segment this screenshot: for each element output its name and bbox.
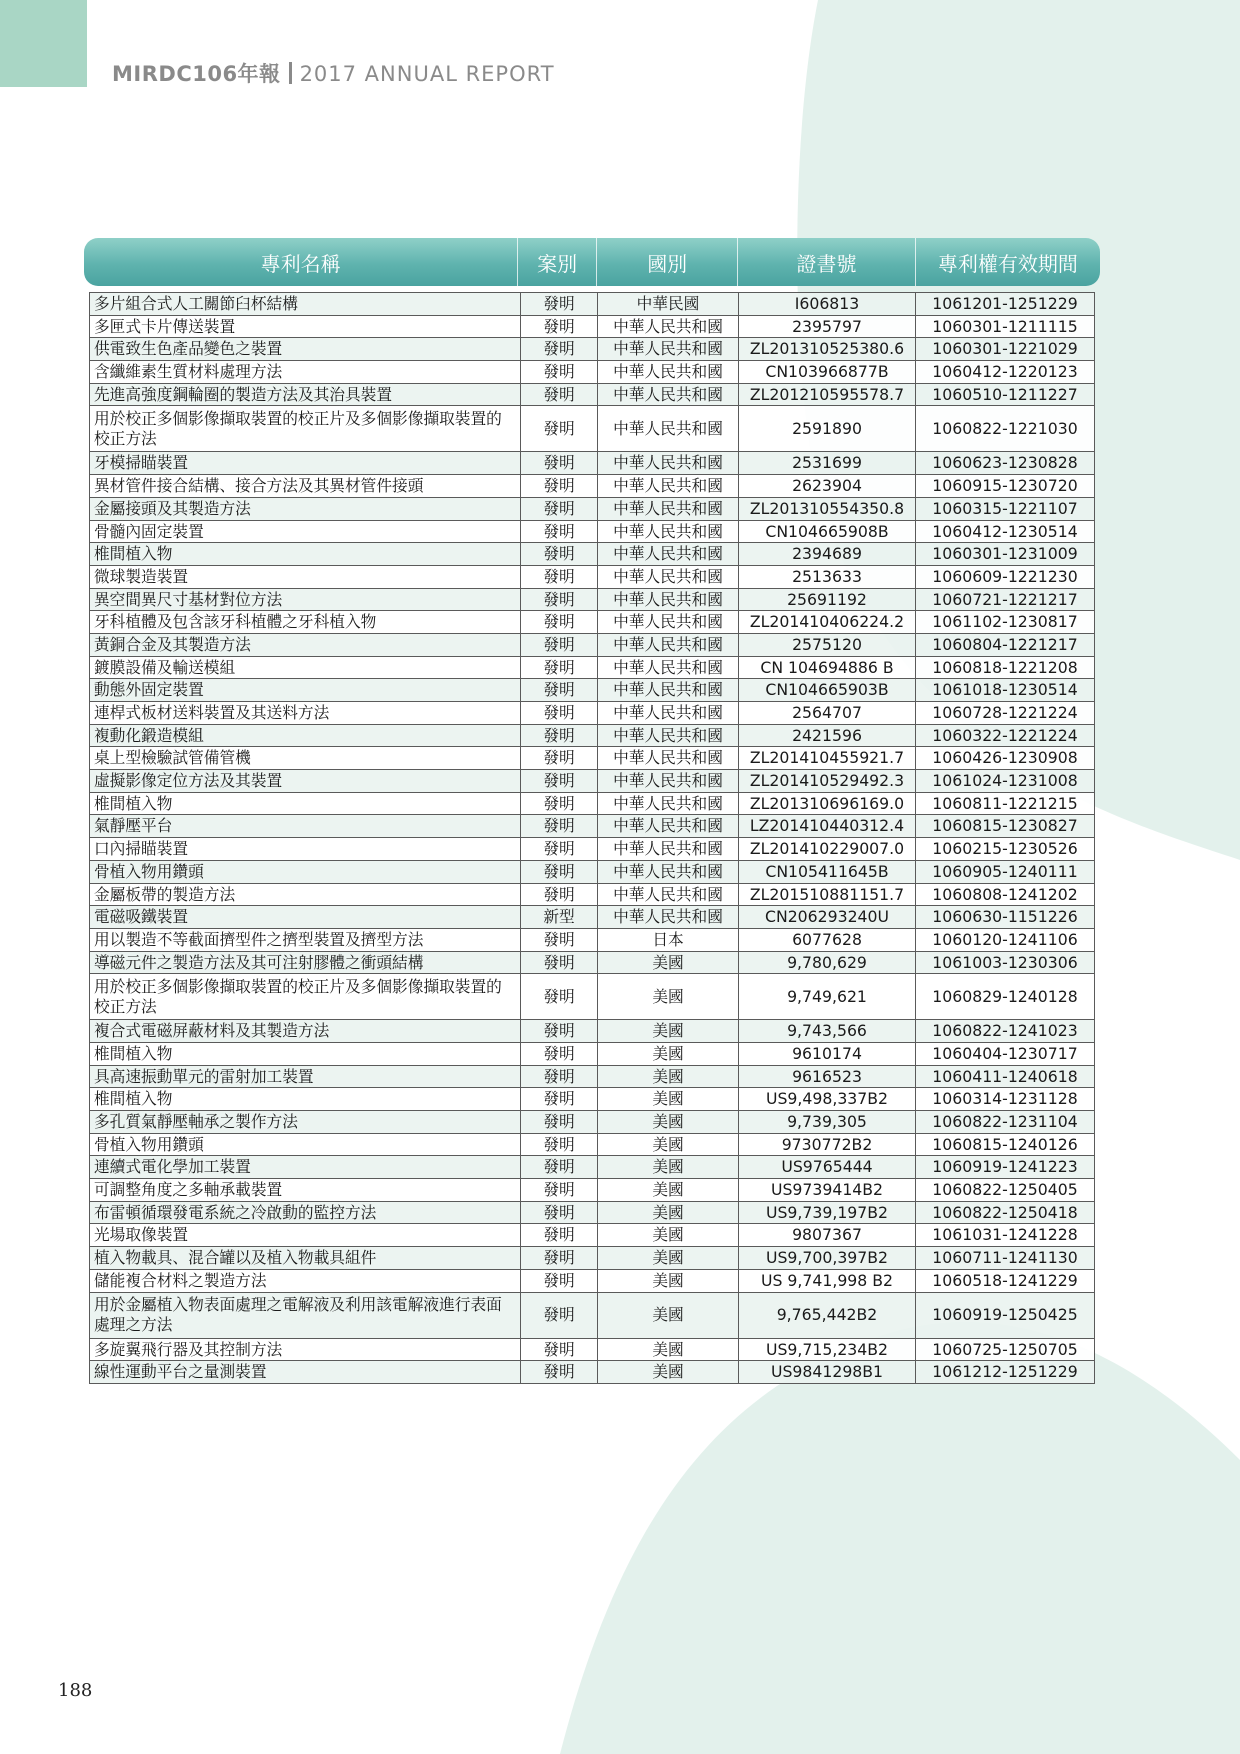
patent-name-cell: 異空間異尺寸基材對位方法 [90,588,521,611]
patent-country-cell: 美國 [598,1020,739,1043]
patent-period-cell: 1060915-1230720 [916,475,1095,498]
patent-name-cell: 金屬接頭及其製造方法 [90,497,521,520]
patent-name-cell: 光場取像裝置 [90,1224,521,1247]
patent-country-cell: 中華人民共和國 [598,315,739,338]
patent-period-cell: 1060411-1240618 [916,1065,1095,1088]
patent-certificate-cell: 9,780,629 [739,951,916,974]
table-row [90,1224,1095,1247]
patent-country-cell: 中華人民共和國 [598,906,739,929]
patent-type-cell: 發明 [521,520,598,543]
patent-certificate-cell: 2531699 [739,452,916,475]
patent-type-cell: 新型 [521,906,598,929]
patent-type-cell: 發明 [521,293,598,316]
table-row [90,1247,1095,1270]
patent-name-cell: 骨髓內固定裝置 [90,520,521,543]
header-report-title: 2017 ANNUAL REPORT [299,62,555,86]
table-row [90,520,1095,543]
table-row [90,1361,1095,1384]
patent-certificate-cell: 2623904 [739,475,916,498]
patent-name-cell: 椎間植入物 [90,1088,521,1111]
patent-type-cell: 發明 [521,1247,598,1270]
patent-name-cell: 牙模掃瞄裝置 [90,452,521,475]
patent-type-cell: 發明 [521,860,598,883]
patent-name-cell: 供電致生色產品變色之裝置 [90,338,521,361]
patent-type-cell: 發明 [521,679,598,702]
table-row [90,1065,1095,1088]
patent-type-cell: 發明 [521,1111,598,1134]
page-number: 188 [58,1680,93,1701]
patent-certificate-cell: US9,739,197B2 [739,1201,916,1224]
patent-period-cell: 1060510-1211227 [916,383,1095,406]
patent-name-cell: 椎間植入物 [90,543,521,566]
patent-period-cell: 1060426-1230908 [916,747,1095,770]
patent-type-cell: 發明 [521,633,598,656]
column-header-type: 案別 [518,238,597,286]
table-row [90,1020,1095,1043]
patent-certificate-cell: 2575120 [739,633,916,656]
patent-country-cell: 美國 [598,1088,739,1111]
patent-period-cell: 1060919-1250425 [916,1292,1095,1338]
patent-country-cell: 中華人民共和國 [598,860,739,883]
patent-country-cell: 美國 [598,1133,739,1156]
table-row [90,724,1095,747]
patent-name-cell: 多片組合式人工關節臼杯結構 [90,293,521,316]
patent-name-cell: 用於校正多個影像擷取裝置的校正片及多個影像擷取裝置的校正方法 [90,406,521,452]
patent-certificate-cell: 9730772B2 [739,1133,916,1156]
patent-country-cell: 中華人民共和國 [598,406,739,452]
patent-period-cell: 1060404-1230717 [916,1042,1095,1065]
patent-name-cell: 連桿式板材送料裝置及其送料方法 [90,702,521,725]
patent-type-cell: 發明 [521,543,598,566]
patent-name-cell: 複動化鍛造模組 [90,724,521,747]
table-row [90,293,1095,316]
patent-period-cell: 1060822-1250405 [916,1179,1095,1202]
patent-name-cell: 異材管件接合結構、接合方法及其異材管件接頭 [90,475,521,498]
patent-type-cell: 發明 [521,588,598,611]
patent-country-cell: 中華人民共和國 [598,361,739,384]
patent-period-cell: 1060822-1241023 [916,1020,1095,1043]
patent-period-cell: 1060412-1220123 [916,361,1095,384]
patent-type-cell: 發明 [521,815,598,838]
patent-country-cell: 中華人民共和國 [598,520,739,543]
patent-name-cell: 連續式電化學加工裝置 [90,1156,521,1179]
table-row [90,702,1095,725]
table-row [90,1269,1095,1292]
patent-type-cell: 發明 [521,1361,598,1384]
patent-certificate-cell: US 9,741,998 B2 [739,1269,916,1292]
patent-period-cell: 1060623-1230828 [916,452,1095,475]
patent-certificate-cell: 2513633 [739,565,916,588]
patent-certificate-cell: 9,739,305 [739,1111,916,1134]
patent-type-cell: 發明 [521,1020,598,1043]
patent-type-cell: 發明 [521,702,598,725]
patent-name-cell: 先進高強度鋼輪圈的製造方法及其治具裝置 [90,383,521,406]
patent-certificate-cell: 9,749,621 [739,974,916,1020]
patent-certificate-cell: ZL201410455921.7 [739,747,916,770]
patent-certificate-cell: CN104665908B [739,520,916,543]
patent-certificate-cell: US9739414B2 [739,1179,916,1202]
patent-name-cell: 儲能複合材料之製造方法 [90,1269,521,1292]
patent-name-cell: 可調整角度之多軸承載裝置 [90,1179,521,1202]
patent-certificate-cell: CN104665903B [739,679,916,702]
patent-certificate-cell: US9,700,397B2 [739,1247,916,1270]
patent-period-cell: 1060301-1211115 [916,315,1095,338]
table-row [90,906,1095,929]
patent-name-cell: 氣靜壓平台 [90,815,521,838]
patent-country-cell: 美國 [598,1111,739,1134]
patent-period-cell: 1060815-1230827 [916,815,1095,838]
patent-name-cell: 椎間植入物 [90,792,521,815]
patent-country-cell: 中華人民共和國 [598,792,739,815]
patent-country-cell: 中華人民共和國 [598,543,739,566]
patent-name-cell: 動態外固定裝置 [90,679,521,702]
patent-period-cell: 1060315-1221107 [916,497,1095,520]
patent-country-cell: 美國 [598,1224,739,1247]
patent-certificate-cell: 9,765,442B2 [739,1292,916,1338]
patent-period-cell: 1060822-1221030 [916,406,1095,452]
table-row [90,747,1095,770]
patent-type-cell: 發明 [521,1065,598,1088]
patent-period-cell: 1060808-1241202 [916,883,1095,906]
patent-type-cell: 發明 [521,406,598,452]
table-row [90,1201,1095,1224]
patent-name-cell: 骨植入物用鑽頭 [90,1133,521,1156]
patent-type-cell: 發明 [521,1338,598,1361]
patent-table-body [90,293,1095,1384]
patent-type-cell: 發明 [521,928,598,951]
table-row [90,611,1095,634]
table-row [90,315,1095,338]
patent-type-cell: 發明 [521,1133,598,1156]
patent-certificate-cell: ZL201410229007.0 [739,838,916,861]
patent-country-cell: 中華人民共和國 [598,770,739,793]
patent-certificate-cell: ZL201210595578.7 [739,383,916,406]
patent-certificate-cell: ZL201310696169.0 [739,792,916,815]
table-row [90,475,1095,498]
patent-country-cell: 中華人民共和國 [598,633,739,656]
table-header [84,238,1100,286]
patent-country-cell: 美國 [598,1156,739,1179]
patent-name-cell: 用以製造不等截面擠型件之擠型裝置及擠型方法 [90,928,521,951]
patent-type-cell: 發明 [521,747,598,770]
patent-period-cell: 1060725-1250705 [916,1338,1095,1361]
table-row [90,815,1095,838]
patent-name-cell: 微球製造裝置 [90,565,521,588]
patent-country-cell: 美國 [598,1201,739,1224]
page-header [112,58,555,88]
patent-country-cell: 中華人民共和國 [598,724,739,747]
patent-country-cell: 美國 [598,951,739,974]
patent-name-cell: 含纖維素生質材料處理方法 [90,361,521,384]
patent-type-cell: 發明 [521,452,598,475]
table-row [90,1133,1095,1156]
patent-country-cell: 美國 [598,1247,739,1270]
table-row [90,406,1095,452]
patent-name-cell: 複合式電磁屏蔽材料及其製造方法 [90,1020,521,1043]
patent-period-cell: 1061212-1251229 [916,1361,1095,1384]
patent-certificate-cell: CN103966877B [739,361,916,384]
patent-name-cell: 牙科植體及包含該牙科植體之牙科植入物 [90,611,521,634]
table-row [90,951,1095,974]
patent-period-cell: 1060215-1230526 [916,838,1095,861]
table-row [90,860,1095,883]
patent-period-cell: 1060322-1221224 [916,724,1095,747]
patent-country-cell: 中華人民共和國 [598,338,739,361]
patent-period-cell: 1060412-1230514 [916,520,1095,543]
patent-certificate-cell: US9,498,337B2 [739,1088,916,1111]
patent-name-cell: 植入物載具、混合罐以及植入物載具組件 [90,1247,521,1270]
patent-type-cell: 發明 [521,611,598,634]
patent-type-cell: 發明 [521,724,598,747]
patent-country-cell: 中華人民共和國 [598,588,739,611]
patent-name-cell: 椎間植入物 [90,1042,521,1065]
table-row [90,633,1095,656]
patent-period-cell: 1060609-1221230 [916,565,1095,588]
patent-period-cell: 1060818-1221208 [916,656,1095,679]
column-header-patent-name: 專利名稱 [84,238,518,286]
patent-type-cell: 發明 [521,338,598,361]
patent-country-cell: 美國 [598,1179,739,1202]
table-row [90,361,1095,384]
table-row [90,792,1095,815]
table-row [90,452,1095,475]
patent-certificate-cell: ZL201310525380.6 [739,338,916,361]
patent-country-cell: 中華人民共和國 [598,611,739,634]
patent-country-cell: 中華人民共和國 [598,452,739,475]
patent-name-cell: 多匣式卡片傳送裝置 [90,315,521,338]
patent-type-cell: 發明 [521,475,598,498]
patent-type-cell: 發明 [521,792,598,815]
patent-certificate-cell: 25691192 [739,588,916,611]
patent-certificate-cell: LZ201410440312.4 [739,815,916,838]
patent-certificate-cell: 2395797 [739,315,916,338]
patent-type-cell: 發明 [521,838,598,861]
patent-country-cell: 中華人民共和國 [598,475,739,498]
patent-type-cell: 發明 [521,883,598,906]
patent-country-cell: 中華人民共和國 [598,815,739,838]
patent-period-cell: 1060728-1221224 [916,702,1095,725]
patent-period-cell: 1060721-1221217 [916,588,1095,611]
patent-country-cell: 日本 [598,928,739,951]
header-separator [289,62,292,84]
patent-country-cell: 中華民國 [598,293,739,316]
patent-period-cell: 1060711-1241130 [916,1247,1095,1270]
patent-type-cell: 發明 [521,361,598,384]
patent-name-cell: 骨植入物用鑽頭 [90,860,521,883]
patent-country-cell: 中華人民共和國 [598,565,739,588]
corner-tab [0,0,87,87]
patent-country-cell: 美國 [598,1269,739,1292]
patent-name-cell: 電磁吸鐵裝置 [90,906,521,929]
patent-period-cell: 1060804-1221217 [916,633,1095,656]
table-row [90,1042,1095,1065]
patent-country-cell: 中華人民共和國 [598,838,739,861]
table-row [90,974,1095,1020]
table-row [90,1179,1095,1202]
patent-country-cell: 中華人民共和國 [598,656,739,679]
header-brand: MIRDC106年報 [112,62,281,86]
patent-certificate-cell: 9610174 [739,1042,916,1065]
patent-name-cell: 口內掃瞄裝置 [90,838,521,861]
patent-certificate-cell: I606813 [739,293,916,316]
patent-period-cell: 1060822-1231104 [916,1111,1095,1134]
patent-period-cell: 1060301-1221029 [916,338,1095,361]
table-row [90,543,1095,566]
patent-name-cell: 多孔質氣靜壓軸承之製作方法 [90,1111,521,1134]
patent-certificate-cell: 2394689 [739,543,916,566]
patent-period-cell: 1060815-1240126 [916,1133,1095,1156]
patent-type-cell: 發明 [521,497,598,520]
patent-type-cell: 發明 [521,1292,598,1338]
patent-type-cell: 發明 [521,383,598,406]
patent-type-cell: 發明 [521,951,598,974]
patent-country-cell: 中華人民共和國 [598,679,739,702]
patent-certificate-cell: 9616523 [739,1065,916,1088]
table-row [90,383,1095,406]
table-row [90,497,1095,520]
patent-type-cell: 發明 [521,1201,598,1224]
patent-type-cell: 發明 [521,1224,598,1247]
patent-name-cell: 桌上型檢驗試管備管機 [90,747,521,770]
patent-period-cell: 1060120-1241106 [916,928,1095,951]
patent-period-cell: 1060301-1231009 [916,543,1095,566]
patent-certificate-cell: CN105411645B [739,860,916,883]
patent-name-cell: 導磁元件之製造方法及其可注射膠體之衝頭結構 [90,951,521,974]
patent-period-cell: 1061003-1230306 [916,951,1095,974]
patent-period-cell: 1060314-1231128 [916,1088,1095,1111]
patent-period-cell: 1060905-1240111 [916,860,1095,883]
patent-period-cell: 1060919-1241223 [916,1156,1095,1179]
patent-name-cell: 用於校正多個影像擷取裝置的校正片及多個影像擷取裝置的校正方法 [90,974,521,1020]
table-row [90,1292,1095,1338]
table-row [90,1338,1095,1361]
column-header-certificate: 證書號 [738,238,915,286]
patent-country-cell: 中華人民共和國 [598,747,739,770]
patent-certificate-cell: ZL201410406224.2 [739,611,916,634]
patent-table [89,292,1095,1384]
patent-period-cell: 1061031-1241228 [916,1224,1095,1247]
patent-country-cell: 美國 [598,1065,739,1088]
patent-certificate-cell: ZL201410529492.3 [739,770,916,793]
table-row [90,1156,1095,1179]
patent-country-cell: 中華人民共和國 [598,383,739,406]
patent-country-cell: 美國 [598,1338,739,1361]
patent-name-cell: 虛擬影像定位方法及其裝置 [90,770,521,793]
patent-certificate-cell: 2564707 [739,702,916,725]
patent-name-cell: 用於金屬植入物表面處理之電解液及利用該電解液進行表面處理之方法 [90,1292,521,1338]
patent-name-cell: 金屬板帶的製造方法 [90,883,521,906]
patent-certificate-cell: CN 104694886 B [739,656,916,679]
patent-certificate-cell: 9807367 [739,1224,916,1247]
table-row [90,338,1095,361]
table-row [90,928,1095,951]
patent-period-cell: 1061018-1230514 [916,679,1095,702]
patent-country-cell: 美國 [598,1042,739,1065]
patent-certificate-cell: ZL201510881151.7 [739,883,916,906]
patent-certificate-cell: ZL201310554350.8 [739,497,916,520]
patent-period-cell: 1060518-1241229 [916,1269,1095,1292]
table-row [90,1088,1095,1111]
patent-type-cell: 發明 [521,1088,598,1111]
patent-country-cell: 中華人民共和國 [598,702,739,725]
patent-period-cell: 1061102-1230817 [916,611,1095,634]
table-row [90,679,1095,702]
patent-type-cell: 發明 [521,770,598,793]
patent-name-cell: 多旋翼飛行器及其控制方法 [90,1338,521,1361]
patent-country-cell: 美國 [598,974,739,1020]
patent-certificate-cell: 2421596 [739,724,916,747]
patent-period-cell: 1061024-1231008 [916,770,1095,793]
patent-name-cell: 黃銅合金及其製造方法 [90,633,521,656]
patent-type-cell: 發明 [521,565,598,588]
patent-country-cell: 美國 [598,1361,739,1384]
patent-period-cell: 1060811-1221215 [916,792,1095,815]
patent-country-cell: 美國 [598,1292,739,1338]
patent-period-cell: 1060829-1240128 [916,974,1095,1020]
patent-type-cell: 發明 [521,1269,598,1292]
patent-type-cell: 發明 [521,656,598,679]
patent-name-cell: 鍍膜設備及輸送模組 [90,656,521,679]
patent-type-cell: 發明 [521,1156,598,1179]
patent-certificate-cell: 9,743,566 [739,1020,916,1043]
patent-certificate-cell: US9,715,234B2 [739,1338,916,1361]
patent-period-cell: 1060630-1151226 [916,906,1095,929]
patent-type-cell: 發明 [521,315,598,338]
patent-certificate-cell: 6077628 [739,928,916,951]
patent-name-cell: 線性運動平台之量測裝置 [90,1361,521,1384]
table-row [90,565,1095,588]
patent-certificate-cell: 2591890 [739,406,916,452]
column-header-validity-period: 專利權有效期間 [937,251,1078,276]
patent-certificate-cell: US9841298B1 [739,1361,916,1384]
patent-country-cell: 中華人民共和國 [598,497,739,520]
table-row [90,770,1095,793]
patent-period-cell: 1060822-1250418 [916,1201,1095,1224]
table-row [90,588,1095,611]
patent-type-cell: 發明 [521,1042,598,1065]
patent-period-cell: 1061201-1251229 [916,293,1095,316]
table-row [90,1111,1095,1134]
table-row [90,883,1095,906]
table-row [90,838,1095,861]
patent-certificate-cell: US9765444 [739,1156,916,1179]
patent-certificate-cell: CN206293240U [739,906,916,929]
patent-country-cell: 中華人民共和國 [598,883,739,906]
patent-type-cell: 發明 [521,1179,598,1202]
table-row [90,656,1095,679]
column-header-country: 國別 [597,238,738,286]
patent-name-cell: 具高速振動單元的雷射加工裝置 [90,1065,521,1088]
patent-type-cell: 發明 [521,974,598,1020]
patent-name-cell: 布雷頓循環發電系統之冷啟動的監控方法 [90,1201,521,1224]
